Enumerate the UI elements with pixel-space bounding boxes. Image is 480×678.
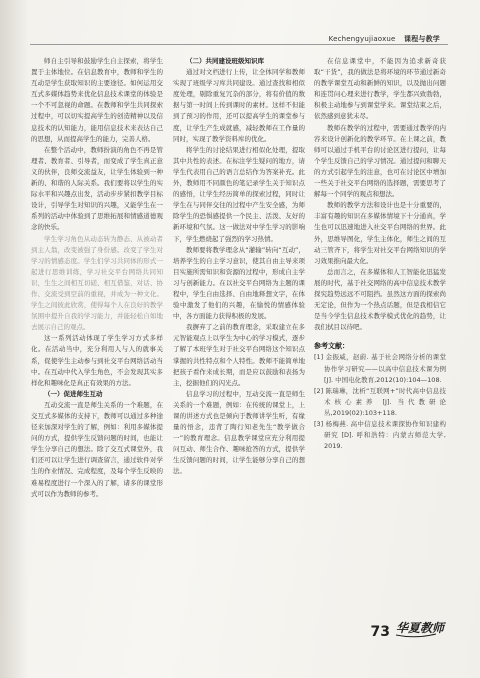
journal-logo-graphic [394, 614, 445, 640]
paragraph: 总而言之，在多媒体和人工智能化迅猛发展的时代，基于社交网络的高中信息技术教学探究趋势远远不可阻挡。虽然这方面的探索尚无定论，但作为一个热点话题，但是我相信它是当今学生信息技术教学模式优化的趋势，让我们拭目以待吧。 [314, 267, 446, 332]
page-number: 73 [370, 624, 390, 640]
paragraph: 教师要将教学理念从“灌输”转向“互动”，培养学生的自主学习意识，使其自由主导来项目实施所需知识和资源的过程中，形成自主学习与创新能力。在以社交平台网络为主题的课程中，学生自由选择、自由地释想文字，在体验中激发了他们的兴趣，在愉悦的情感体验中，各方面能力获得积极的发展。 [173, 245, 305, 321]
page-footer [370, 614, 445, 640]
paragraph: 这一系列活动体现了学生学习方式多样化。在活动当中，充分利用人与人的就事关系，促使学生主动参与到社交平台网络活动当中。在互动中代入学生角色，不会发现其实多样化和趣味化是真正有效果的方法。 [31, 334, 163, 387]
section-heading: （一）促进师生互动 [44, 389, 103, 398]
references-title: 参考文献： [314, 342, 349, 351]
text-column-2 [173, 56, 305, 616]
paragraph: 教师的教学方法和设计也是十分重要的，丰富有趣的知识在多媒体情境下十分通真，学生也可以迅速地进入社交平台网络的世界。此外，思维导图化，学生主体化，师生之间的互动三管齐下，将学生对社交平台网络知识的学习效果推向最大化。 [314, 201, 446, 265]
header-pinyin: Kechengyujiaoxue [328, 35, 396, 43]
journal-logo [394, 614, 445, 640]
header-rule [30, 44, 448, 45]
reference-item: [3] 杨梅燕. 高中信息技术课探协作知识建构研究 [D]. 呼和浩特：内蒙古师范大学, 2019. [314, 420, 446, 451]
paragraph: 师自主引导和鼓励学生自主探索，将学生置于主体地位。在信息教育中，教师和学生的互动是学生获取知识的主要途径。如何运用交互式多媒体趋势来优化信息技术课堂的体验是一个不可忽视的命题。在教师和学生共同探索过程中，可以切实提高学生的创造精神以及信息技术的认知能力，能用信息技术来表达自己的思想，从而提高学生的能力，完善人格。 [31, 57, 163, 143]
paragraph: 教师在教学的过程中，需要通过教学的内容来设计创新化的教学环节。在上课之前，教师可以通过手机平台的讨论区进行提问，让每个学生反馈自己的学习情况。通过提问和聊天的方式引起学生的注意，也可在讨论区中增加一些关于社交平台网络的选择题，需要思考了解每一个同学的观点和想法。 [314, 123, 446, 199]
text-column-1 [31, 56, 163, 616]
text-column-3 [314, 56, 446, 616]
paragraph: 互动交流一直是师生关系的一个难题，在交互式多媒体的支持下，教师可以通过多种途径来加深对学生的了解，例如：利用多媒体提问的方式，提供学生反馈问题的时间，也能让学生分享自己的想法。除了交互式课堂外，我们还可以让学生进行调查留言，通过软件对学生的作业情况、完成程度，及每个学生反映的难易程度进行一个深入的了解，诸多的课堂形式可以作为教师的参考。 [31, 400, 163, 498]
paragraph: 学生学习角色从动态转为静态、从被动者到主人翁，改变被强了身份感。改变了学生对学习的情感态度。学生们学习共同体的形式一起进行思维训练，学习社交平台网络共同知识，生生之间相互切磋、相互借鉴，对话、协作、交流受到空前的重视，并成为一种文化。学生之间彼此欣赏，使得每个人在良好的教学氛围中提升自我的学习能力，并能轻松自如地去展示自己的观点。 [31, 234, 163, 332]
paragraph: 我摒弃了之前的教育理念，采取建立在多元智能观点上以学生为中心的学习模式，逐步了解了本班学生对于社交平台网络这个知识点掌握的共性特点和个人特性。教师不能简单地把孩子看作来成长期，而是应以鼓励和表扬为主，挖掘他们的闪光点。 [173, 323, 305, 387]
running-header [329, 34, 440, 44]
paragraph: 信息学习的过程中，互动交流一直是师生关系的一个难题，例如：在传统的课堂上，上课的讲述方式也是倾向于教师讲学生听，有缘量的悟念，违背了陶行知老先生“教学做合一”的教育理念。信息教学课堂应充分利用提问互动、师生合作、趣味抢答的方式，提供学生反馈问题的时间，让学生能够分享自己的想法。 [173, 389, 305, 476]
header-title: 课程与教学 [404, 35, 440, 43]
paragraph: 将学生的讨论结果进行相似化处理，提取其中共性的表述。在标注学生疑问的地方，请学生代表用自己的语言总结作为答案补充。此外，教师用不同颜色的笔记录学生关于知识点的感悟，让学生经历简单的探索过程，同时让学生在与同伴交往的过程中产生安全感，为师除学生的恐惧感提供一个民主、活泼、友好的新环境和气氛。这一做法对中学生学习的影响下，学生燃烧起了强烈的学习热情。 [173, 145, 305, 243]
section-heading: （二）共同建设班级知识库 [186, 57, 264, 65]
journal-logo-lettering: 华夏教师 [396, 621, 445, 635]
paragraph: 在整个活动中，教师扮演的角色不再是管理者、教育者、引导者，而变成了学生真正意义的伙伴，良师交流益友，让学生体验到一种新的、和谐的人际关系。我们要将以学生的实际水平和兴趣点出发，活动步步紧扣教学目标设计，引导学生对知识的兴趣，又能学生在一系列的活动中体验到了思维拓展和情感道德观念的快乐。 [31, 145, 163, 232]
reference-item: [1] 金振威，赵蔚. 基于社会网络分析的课堂协作学习研究——以高中信息技术课为例[J]. 中国电化教育,2012(10):104—108. [314, 353, 446, 384]
paragraph: 通过对文档进行上传，让全体同学和教师实现了班级学习库共同建设。通过查找和相似度处理，剔除重复冗杂的部分，将有价值的数据与第一时间上传到课时的素材。这样不但能到了预习的作用，还可以提高学生的课堂参与度，让学生产生成就感，减轻教师在工作量的同时，实现了教学资料库的优化。 [173, 68, 305, 143]
paragraph: 在信息课堂中，不能因为追求新奇获取“干货”，我的做法是将环境的环节通过新奇的教学课堂互动和新鲜的知识，以及抛出问题和连贯问心理来进行教学，学生都兴致勃勃，积极主动地参与到课堂学来。课堂结束之后，依然感到意犹未尽。 [314, 57, 446, 121]
page-spine-shadow [0, 0, 28, 678]
reference-item: [2] 陈瑞琳，沈析“互联网+”时代高中信息技术核心素养 [J]. 当代教研论丛,2019(02):103+118. [314, 386, 446, 417]
